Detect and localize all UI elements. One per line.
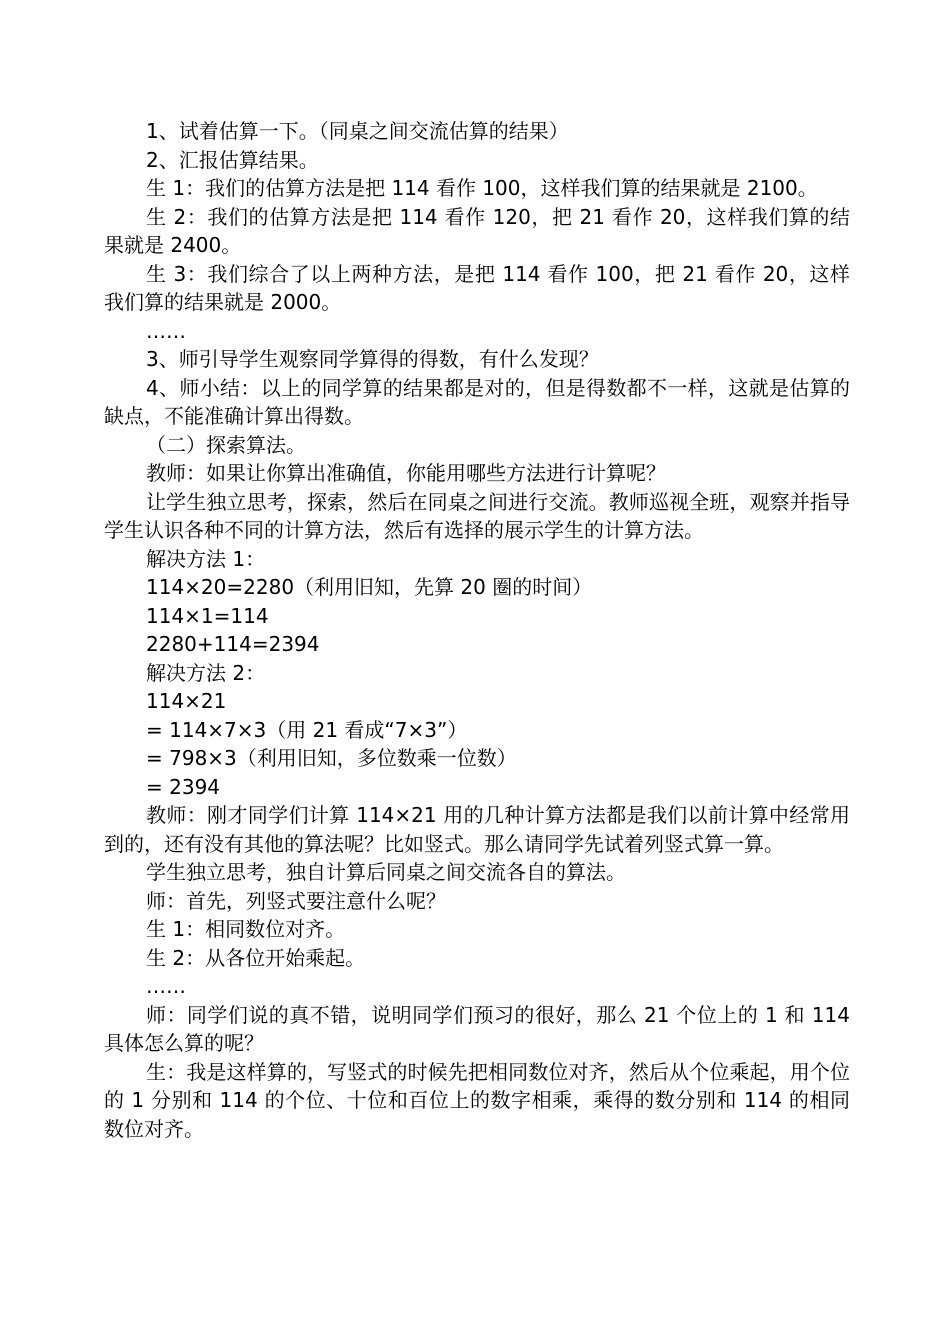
- paragraph: 2、汇报估算结果。: [146, 147, 319, 172]
- paragraph: 3、师引导学生观察同学算得的得数，有什么发现？: [146, 347, 599, 371]
- ellipsis-line: ……: [146, 974, 186, 998]
- paragraph: 4、师小结：以上的同学算的结果都是对的，但是得数都不一样，这就是估算的缺点，不能准确计算出得数。: [104, 375, 850, 428]
- equation-line: 114×20=2280（利用旧知，先算 20 圈的时间）: [146, 575, 593, 599]
- method-label: 解决方法 2：: [146, 660, 266, 685]
- equation-line: 114×1=114: [146, 603, 269, 628]
- paragraph: 生 1：我们的估算方法是把 114 看作 100，这样我们算的结果就是 2100。: [146, 176, 818, 200]
- paragraph: 生：我是这样算的，写竖式的时候先把相同数位对齐，然后从个位乘起，用个位的 1 分别和 114 的个位、十位和百位上的数字相乘，乘得的数分别和 114 的相同数位对齐。: [104, 1059, 850, 1141]
- equation-line: 2280+114=2394: [146, 632, 320, 656]
- paragraph: 教师：刚才同学们计算 114×21 用的几种计算方法都是我们以前计算中经常用到的，还有没有其他的算法呢？比如竖式。那么请同学先试着列竖式算一算。: [104, 803, 850, 856]
- equation-line: = 2394: [146, 774, 221, 799]
- paragraph: 生 3：我们综合了以上两种方法，是把 114 看作 100，把 21 看作 20，这样我们算的结果就是 2000。: [104, 261, 850, 314]
- paragraph: 1、试着估算一下。（同桌之间交流估算的结果）: [146, 119, 569, 143]
- method-label: 解决方法 1：: [146, 546, 266, 571]
- section-heading: （二）探索算法。: [146, 432, 306, 457]
- paragraph: 生 2：我们的估算方法是把 114 看作 120，把 21 看作 20，这样我们算的结果就是 2400。: [104, 204, 850, 257]
- paragraph: 师：首先，列竖式要注意什么呢？: [146, 888, 446, 913]
- paragraph: 学生独立思考，独自计算后同桌之间交流各自的算法。: [146, 860, 626, 884]
- document-body: [104, 117, 850, 1143]
- ellipsis-line: ……: [146, 318, 186, 343]
- paragraph: 师：同学们说的真不错，说明同学们预习的很好，那么 21 个位上的 1 和 114 具体怎么算的呢？: [104, 1002, 850, 1055]
- paragraph: 生 1：相同数位对齐。: [146, 917, 346, 941]
- paragraph: 生 2：从各位开始乘起。: [146, 945, 366, 970]
- paragraph: 教师：如果让你算出准确值，你能用哪些方法进行计算呢？: [146, 461, 666, 485]
- equation-line: = 114×7×3（用 21 看成“7×3”）: [146, 717, 468, 742]
- equation-line: 114×21: [146, 689, 227, 713]
- paragraph: 让学生独立思考，探索，然后在同桌之间进行交流。教师巡视全班，观察并指导学生认识各种不同的计算方法，然后有选择的展示学生的计算方法。: [104, 489, 850, 542]
- equation-line: = 798×3（利用旧知，多位数乘一位数）: [146, 746, 517, 770]
